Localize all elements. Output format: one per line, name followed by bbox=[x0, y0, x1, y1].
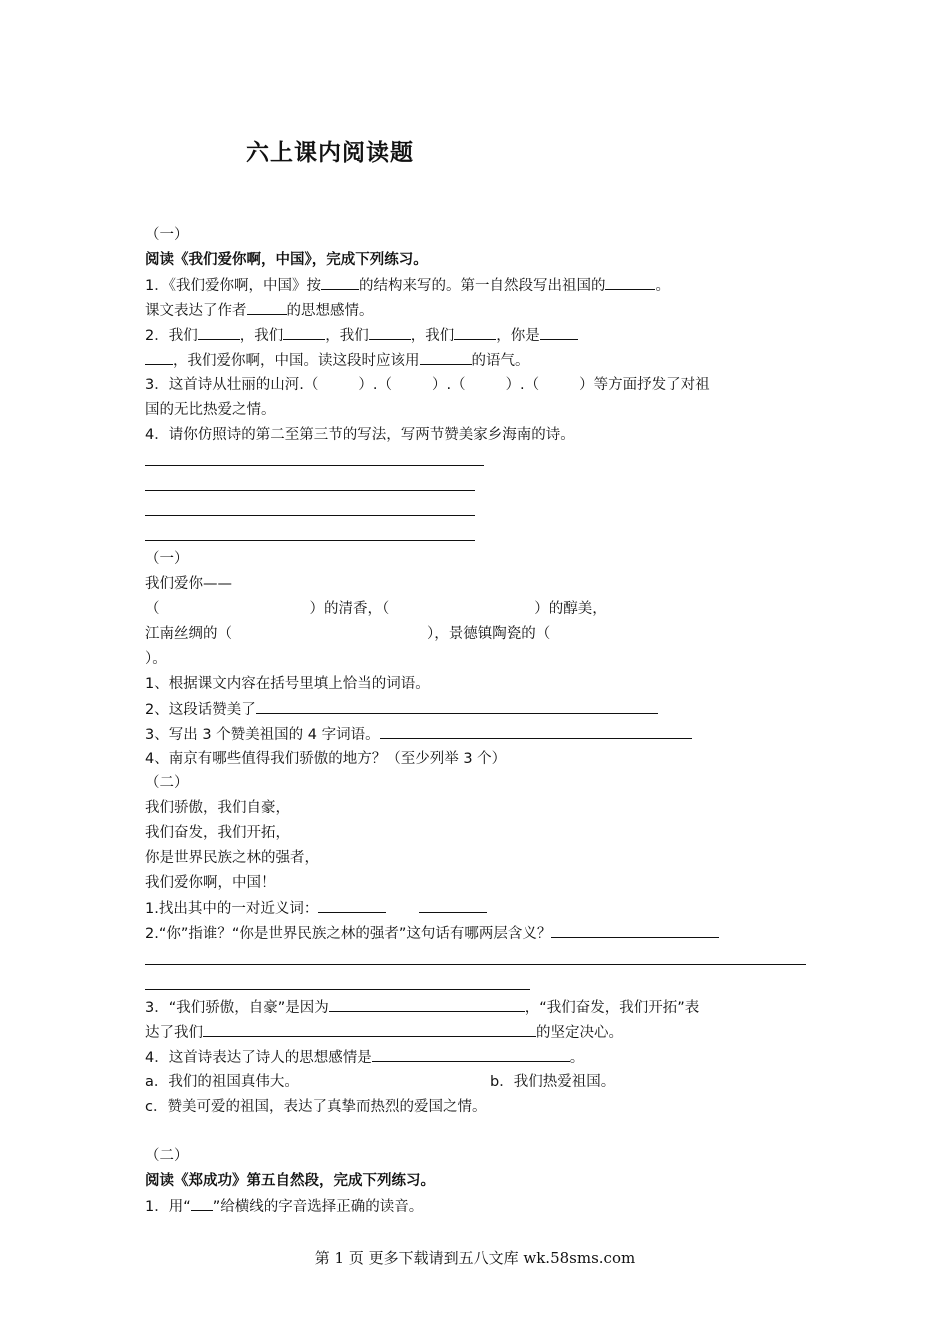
poem-line: 我们爱你—— bbox=[145, 576, 232, 592]
text: 达了我们 bbox=[145, 1025, 203, 1041]
question-cont bbox=[145, 1023, 623, 1042]
option-a[interactable]: a．我们的祖国真伟大。 bbox=[145, 1074, 299, 1090]
text: 的思想感情。 bbox=[286, 303, 374, 319]
blank[interactable] bbox=[551, 924, 719, 938]
text: ）的醇美， bbox=[534, 601, 607, 617]
text: 的坚定决心。 bbox=[536, 1025, 623, 1041]
question-2 bbox=[145, 326, 578, 345]
text: 1．用“ bbox=[145, 1199, 191, 1215]
section-heading: （一） bbox=[145, 227, 189, 243]
text: 3．“我们骄傲，自豪”是因为 bbox=[145, 1000, 329, 1016]
question-1-cont bbox=[145, 301, 374, 320]
answer-line[interactable] bbox=[145, 964, 806, 965]
blank[interactable] bbox=[454, 326, 496, 340]
text: 的语气。 bbox=[471, 353, 530, 369]
answer-line[interactable] bbox=[145, 515, 475, 516]
blank[interactable] bbox=[372, 1048, 570, 1062]
text: 。 bbox=[655, 278, 670, 294]
text: ）.（ bbox=[358, 377, 392, 393]
blank[interactable] bbox=[605, 276, 655, 290]
question-1 bbox=[145, 276, 670, 295]
text: ，你是 bbox=[496, 328, 540, 344]
question bbox=[145, 725, 692, 744]
text: ）.（ bbox=[505, 377, 540, 393]
answer-line[interactable] bbox=[145, 490, 475, 491]
question bbox=[145, 924, 719, 943]
poem-line bbox=[145, 625, 550, 643]
text: 课文表达了作者 bbox=[145, 303, 247, 319]
blank[interactable] bbox=[203, 1023, 536, 1037]
question bbox=[145, 998, 699, 1017]
blank[interactable] bbox=[540, 326, 578, 340]
text: 2．我们 bbox=[145, 328, 198, 344]
question bbox=[145, 700, 658, 719]
answer-line[interactable] bbox=[145, 989, 530, 990]
text: ，我们 bbox=[325, 328, 369, 344]
blank[interactable] bbox=[283, 326, 325, 340]
text: ）等方面抒发了对祖 bbox=[579, 377, 710, 393]
text: ），景德镇陶瓷的（ bbox=[427, 626, 551, 642]
text: 1．《我们爱你啊，中国》按 bbox=[145, 278, 321, 294]
section-heading: （一） bbox=[145, 551, 189, 567]
section-instruction: 阅读《郑成功》第五自然段，完成下列练习。 bbox=[145, 1173, 435, 1189]
text: 2.“你”指谁？“你是世界民族之林的强者”这句话有哪两层含义？ bbox=[145, 926, 552, 942]
poem-line bbox=[145, 600, 607, 618]
poem-line: ）。 bbox=[145, 651, 167, 667]
page-footer: 第 1 页 更多下载请到五八文库 wk.58sms.com bbox=[314, 1249, 636, 1267]
question-3-cont: 国的无比热爱之情。 bbox=[145, 402, 276, 418]
text: 4．这首诗表达了诗人的思想感情是 bbox=[145, 1050, 372, 1066]
text: ，我们爱你啊，中国。读这段时应该用 bbox=[173, 353, 420, 369]
text: 3．这首诗从壮丽的山河.（ bbox=[145, 377, 319, 393]
section-heading: （二） bbox=[145, 1148, 189, 1164]
blank[interactable] bbox=[369, 326, 411, 340]
option-c[interactable]: c．赞美可爱的祖国，表达了真挚而热烈的爱国之情。 bbox=[145, 1099, 487, 1115]
option-b[interactable]: b．我们热爱祖国。 bbox=[490, 1074, 616, 1090]
question bbox=[145, 1197, 423, 1216]
blank[interactable] bbox=[329, 998, 525, 1012]
blank[interactable] bbox=[321, 276, 359, 290]
text: ）的清香，（ bbox=[309, 601, 390, 617]
blank[interactable] bbox=[247, 301, 287, 315]
blank[interactable] bbox=[256, 700, 658, 714]
section-instruction: 阅读《我们爱你啊，中国》，完成下列练习。 bbox=[145, 252, 428, 268]
blank[interactable] bbox=[198, 326, 240, 340]
page-title: 六上课内阅读题 bbox=[246, 140, 414, 166]
underline-sample bbox=[191, 1197, 213, 1211]
text: ，我们 bbox=[410, 328, 455, 344]
text: （ bbox=[145, 601, 160, 617]
blank[interactable] bbox=[380, 725, 692, 739]
question bbox=[145, 899, 487, 918]
text: 。 bbox=[569, 1050, 585, 1066]
text: 2、这段话赞美了 bbox=[145, 702, 256, 718]
question-4: 4．请你仿照诗的第二至第三节的写法，写两节赞美家乡海南的诗。 bbox=[145, 427, 575, 443]
poem-line: 你是世界民族之林的强者， bbox=[145, 850, 319, 866]
poem-line: 我们奋发，我们开拓， bbox=[145, 825, 290, 841]
question: 1、根据课文内容在括号里填上恰当的词语。 bbox=[145, 676, 430, 692]
text: 江南丝绸的（ bbox=[145, 626, 232, 642]
text: ”给横线的字音选择正确的读音。 bbox=[212, 1199, 424, 1215]
text: ，“我们奋发，我们开拓”表 bbox=[524, 1000, 700, 1016]
text: 的结构来写的。第一自然段写出祖国的 bbox=[358, 278, 606, 294]
blank[interactable] bbox=[419, 899, 487, 913]
poem-line: 我们爱你啊，中国！ bbox=[145, 875, 276, 891]
section-heading: （二） bbox=[145, 775, 189, 791]
answer-line[interactable] bbox=[145, 465, 484, 466]
question-2-cont bbox=[145, 351, 530, 370]
text: 3、写出 3 个赞美祖国的 4 字词语。 bbox=[145, 727, 380, 743]
text: ）.（ bbox=[431, 377, 466, 393]
question bbox=[145, 1048, 584, 1067]
blank[interactable] bbox=[145, 351, 173, 365]
blank[interactable] bbox=[318, 899, 386, 913]
question-3 bbox=[145, 376, 710, 394]
answer-line[interactable] bbox=[145, 540, 475, 541]
blank[interactable] bbox=[420, 351, 472, 365]
poem-line: 我们骄傲，我们自豪， bbox=[145, 800, 290, 816]
question: 4、南京有哪些值得我们骄傲的地方？（至少列举 3 个） bbox=[145, 751, 507, 767]
text: 1.找出其中的一对近义词： bbox=[145, 901, 319, 917]
text: ，我们 bbox=[239, 328, 284, 344]
